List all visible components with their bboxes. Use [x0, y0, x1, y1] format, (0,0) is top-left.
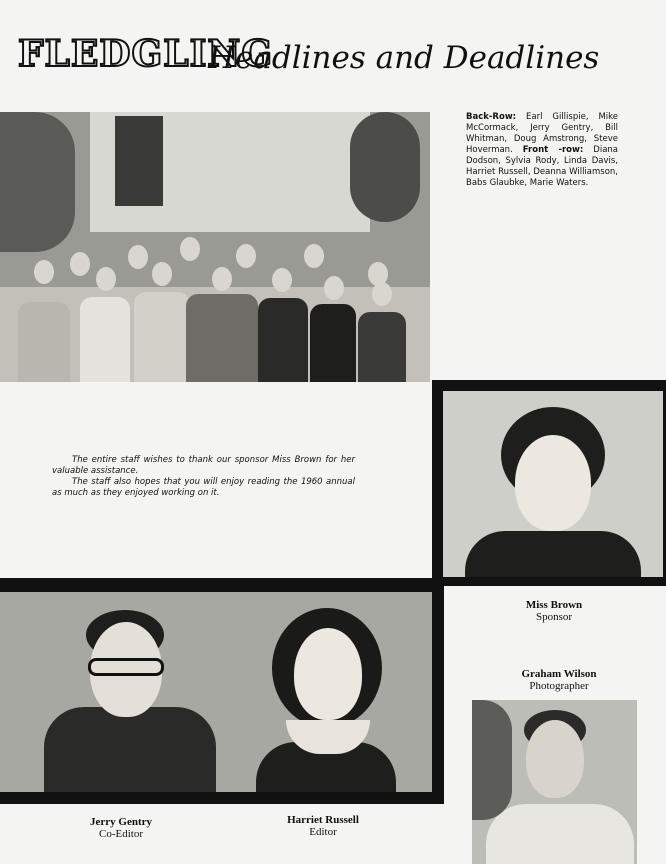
person-head — [304, 244, 324, 268]
staff-role-editor: Editor — [309, 826, 337, 838]
staff-name-harriet-russell: Harriet Russell — [287, 814, 359, 826]
staff-role-co-editor: Co-Editor — [99, 828, 143, 840]
portrait-body — [44, 707, 216, 792]
person-body — [310, 304, 356, 382]
person-body — [80, 297, 130, 382]
staff-name-jerry-gentry: Jerry Gentry — [90, 816, 152, 828]
staff-name-graham-wilson: Graham Wilson — [521, 668, 597, 680]
photo-tree-left — [0, 112, 75, 252]
back-row-label: Back-Row: — [466, 112, 517, 122]
editors-photo — [0, 592, 432, 792]
thanks-line-2: The staff also hopes that you will enjoy reading the 1960 annual as much as they enjoyed working on it. — [52, 477, 355, 498]
section-title-fledgling: FLEDGLING — [18, 33, 274, 75]
person-body — [134, 292, 190, 382]
person-head — [96, 267, 116, 291]
person-head — [180, 237, 200, 261]
photographer-photo — [472, 700, 637, 864]
eyeglasses — [88, 658, 164, 676]
portrait-body — [465, 531, 641, 577]
staff-role-photographer: Photographer — [529, 680, 589, 692]
group-photo-caption — [466, 112, 618, 189]
person-head — [34, 260, 54, 284]
person-body — [258, 298, 308, 382]
person-head — [324, 276, 344, 300]
portrait-body — [486, 804, 634, 864]
sponsor-photo — [443, 391, 663, 577]
portrait-face — [294, 628, 362, 720]
person-body — [358, 312, 406, 382]
thanks-paragraph — [52, 455, 355, 499]
photo-tree-right — [350, 112, 420, 222]
back-row-names: Earl Gillispie, Mike McCormack, Jerry Gentry, Bill Whitman, Doug Amstrong, Steve Hoverman. — [466, 112, 618, 155]
staff-group-photo — [0, 112, 430, 382]
person-body — [186, 294, 258, 382]
person-head — [372, 282, 392, 306]
person-head — [152, 262, 172, 286]
thanks-line-1: The entire staff wishes to thank our sponsor Miss Brown for her valuable assistance. — [52, 455, 355, 476]
person-head — [272, 268, 292, 292]
portrait-face — [526, 720, 584, 798]
staff-name-miss-brown: Miss Brown — [525, 599, 583, 611]
front-row-label: Front -row: — [522, 145, 584, 155]
photo-tree — [472, 700, 512, 820]
portrait-face — [515, 435, 591, 531]
page-title: Headlines and Deadlines — [208, 40, 600, 76]
person-head — [70, 252, 90, 276]
staff-role-sponsor: Sponsor — [535, 611, 573, 623]
front-row-names: Diana Dodson, Sylvia Rody, Linda Davis, Harriet Russell, Deanna Williamson, Babs Glaubke, Marie Waters. — [466, 145, 619, 188]
person-head — [236, 244, 256, 268]
person-body — [18, 302, 70, 382]
person-head — [128, 245, 148, 269]
photo-door — [115, 116, 163, 206]
person-head — [212, 267, 232, 291]
